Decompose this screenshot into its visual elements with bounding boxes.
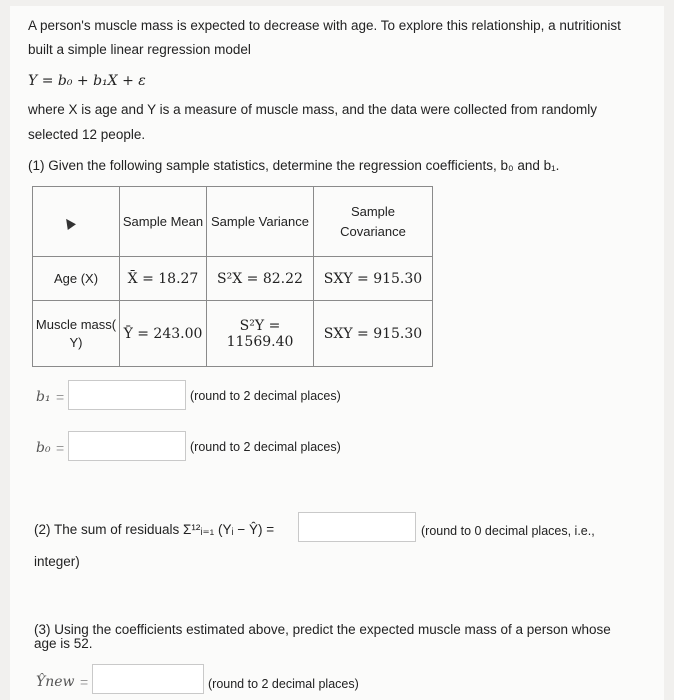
- part3-rounding-hint: (round to 2 decimal places): [208, 677, 359, 691]
- b0-input[interactable]: [68, 431, 186, 461]
- statistics-table: [32, 186, 433, 367]
- header-sample-variance: Sample Variance: [207, 187, 314, 257]
- b1-rounding-hint: (round to 2 decimal places): [190, 389, 341, 403]
- b1-label: b₁: [36, 389, 51, 405]
- b0-equals: =: [56, 440, 65, 456]
- b1-input[interactable]: [68, 380, 186, 410]
- part1-prompt: (1) Given the following sample statistics, determine the regression coefficients, b₀ and b₁.: [28, 158, 560, 173]
- header-sample-covariance: Sample Covariance: [314, 187, 433, 257]
- row-label-muscle-mass: Muscle mass( Y): [33, 301, 120, 367]
- b0-label: b₀: [36, 440, 51, 456]
- muscle-covariance: SXY = 915.30: [314, 301, 433, 367]
- header-sample-mean: Sample Mean: [120, 187, 207, 257]
- part3-prompt-line-2: age is 52.: [34, 636, 93, 651]
- muscle-mean: Ȳ = 243.00: [120, 301, 207, 367]
- part2-prompt: (2) The sum of residuals Σ¹²ᵢ₌₁ (Yᵢ − Ŷ) =: [34, 522, 275, 537]
- table-corner: [33, 187, 120, 257]
- prediction-input[interactable]: [92, 664, 204, 694]
- intro-line-1: A person's muscle mass is expected to decrease with age. To explore this relationship, a nutritionist: [28, 18, 621, 33]
- b1-equals: =: [56, 389, 65, 405]
- muscle-variance: S²Y = 11569.40: [207, 301, 314, 367]
- part3-prompt-line-1: (3) Using the coefficients estimated above, predict the expected muscle mass of a person whose: [34, 622, 611, 637]
- where-line-1: where X is age and Y is a measure of muscle mass, and the data were collected from randomly: [28, 102, 598, 117]
- intro-line-2: built a simple linear regression model: [28, 42, 251, 57]
- b0-rounding-hint: (round to 2 decimal places): [190, 440, 341, 454]
- model-equation: Y = b₀ + b₁X + ε: [28, 73, 146, 89]
- part2-rounding-hint: (round to 0 decimal places, i.e.,: [421, 524, 595, 538]
- yhat-equals: =: [80, 674, 89, 690]
- age-variance: S²X = 82.22: [207, 257, 314, 301]
- yhat-new-label: Ŷnew: [36, 674, 75, 690]
- row-label-age: Age (X): [33, 257, 120, 301]
- age-mean: X̄ = 18.27: [120, 257, 207, 301]
- part2-rounding-hint-cont: integer): [34, 554, 80, 569]
- where-line-2: selected 12 people.: [28, 127, 146, 142]
- residual-sum-input[interactable]: [298, 512, 416, 542]
- age-covariance: SXY = 915.30: [314, 257, 433, 301]
